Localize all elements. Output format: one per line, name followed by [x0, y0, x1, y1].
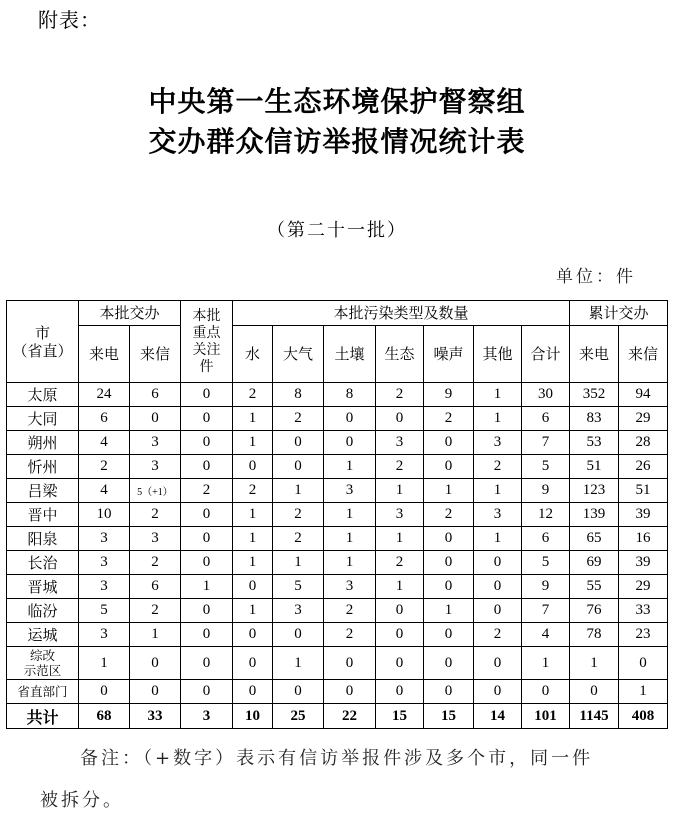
- cell-subtotal: 101: [522, 704, 570, 729]
- header-phone: 来电: [79, 326, 130, 383]
- cell-water: 1: [233, 599, 273, 623]
- header-key-focus-line2: 重点: [192, 324, 221, 341]
- header-cum-phone: 来电: [570, 326, 619, 383]
- cell-letter: 1: [130, 623, 181, 647]
- table-row: [7, 431, 668, 455]
- cell-key: 0: [181, 503, 233, 527]
- cell-key: 0: [181, 431, 233, 455]
- cell-soil: 22: [324, 704, 376, 729]
- cell-key: 0: [181, 599, 233, 623]
- cell-cum-phone: 0: [570, 680, 619, 704]
- header-key-focus-line4: 件: [199, 358, 214, 375]
- cell-key: 0: [181, 551, 233, 575]
- cell-subtotal: 7: [522, 599, 570, 623]
- cell-noise: 0: [424, 431, 474, 455]
- cell-water: 0: [233, 647, 273, 680]
- header-row-2: [7, 326, 668, 383]
- cell-ecology: 15: [376, 704, 424, 729]
- cell-letter: 3: [130, 527, 181, 551]
- cell-cum-phone: 55: [570, 575, 619, 599]
- cell-air: 25: [273, 704, 324, 729]
- header-water: 水: [233, 326, 273, 383]
- cell-other: 1: [474, 527, 522, 551]
- cell-air: 0: [273, 623, 324, 647]
- header-noise: 噪声: [424, 326, 474, 383]
- cell-air: 1: [273, 551, 324, 575]
- cell-key: 0: [181, 455, 233, 479]
- cell-noise: 15: [424, 704, 474, 729]
- cell-noise: 1: [424, 599, 474, 623]
- cell-water: 1: [233, 407, 273, 431]
- cell-ecology: 3: [376, 431, 424, 455]
- statistics-table: [6, 300, 668, 729]
- unit-label: 单位：件: [556, 267, 636, 287]
- cell-city: 吕梁: [7, 479, 79, 503]
- header-city: [7, 301, 79, 383]
- cell-city: 运城: [7, 623, 79, 647]
- cell-water: 1: [233, 527, 273, 551]
- cell-letter: 3: [130, 455, 181, 479]
- cell-subtotal: 0: [522, 680, 570, 704]
- cell-cum-letter: 39: [619, 551, 668, 575]
- header-soil: 土壤: [324, 326, 376, 383]
- cell-cum-letter: 51: [619, 479, 668, 503]
- cell-soil: 2: [324, 599, 376, 623]
- table-row: [7, 680, 668, 704]
- cell-air: 0: [273, 455, 324, 479]
- cell-key: 3: [181, 704, 233, 729]
- cell-noise: 0: [424, 455, 474, 479]
- cell-other: 2: [474, 623, 522, 647]
- cell-city-line: 示范区: [23, 663, 62, 678]
- cell-city: 大同: [7, 407, 79, 431]
- cell-subtotal: 6: [522, 407, 570, 431]
- cell-water: 1: [233, 551, 273, 575]
- table-row: [7, 455, 668, 479]
- header-pollution: 本批污染类型及数量: [233, 301, 570, 326]
- cell-city: 长治: [7, 551, 79, 575]
- title-line-2: 交办群众信访举报情况统计表: [148, 125, 526, 158]
- cell-cum-phone: 83: [570, 407, 619, 431]
- cell-cum-phone: 78: [570, 623, 619, 647]
- cell-subtotal: 30: [522, 383, 570, 407]
- cell-city: 晋中: [7, 503, 79, 527]
- cell-key: 0: [181, 647, 233, 680]
- cell-key: 2: [181, 479, 233, 503]
- cell-noise: 2: [424, 407, 474, 431]
- cell-other: 14: [474, 704, 522, 729]
- cell-phone: 5: [79, 599, 130, 623]
- cell-city: 省直部门: [7, 680, 79, 704]
- cell-other: 1: [474, 407, 522, 431]
- header-letter: 来信: [130, 326, 181, 383]
- batch-label: （第二十一批）: [267, 220, 407, 241]
- cell-phone: 4: [79, 479, 130, 503]
- cell-key: 0: [181, 407, 233, 431]
- table-row: [7, 383, 668, 407]
- cell-city: 忻州: [7, 455, 79, 479]
- cell-other: 0: [474, 551, 522, 575]
- cell-air: 5: [273, 575, 324, 599]
- cell-key: 0: [181, 623, 233, 647]
- cell-noise: 0: [424, 575, 474, 599]
- cell-phone: 68: [79, 704, 130, 729]
- header-cum-letter: 来信: [619, 326, 668, 383]
- cell-cum-letter: 33: [619, 599, 668, 623]
- table-row: [7, 503, 668, 527]
- cell-cum-phone: 1: [570, 647, 619, 680]
- cell-subtotal: 9: [522, 575, 570, 599]
- cell-cum-letter: 16: [619, 527, 668, 551]
- cell-water: 10: [233, 704, 273, 729]
- cell-water: 0: [233, 455, 273, 479]
- cell-soil: 1: [324, 503, 376, 527]
- cell-other: 1: [474, 479, 522, 503]
- cell-subtotal: 12: [522, 503, 570, 527]
- cell-cum-letter: 28: [619, 431, 668, 455]
- cell-subtotal: 6: [522, 527, 570, 551]
- cell-noise: 0: [424, 551, 474, 575]
- cell-ecology: 0: [376, 680, 424, 704]
- cell-other: 0: [474, 680, 522, 704]
- attachment-label: 附表：: [38, 8, 101, 32]
- cell-letter: 6: [130, 575, 181, 599]
- cell-letter: 2: [130, 599, 181, 623]
- cell-other: 0: [474, 575, 522, 599]
- cell-noise: 1: [424, 479, 474, 503]
- cell-ecology: 0: [376, 623, 424, 647]
- cell-cum-phone: 53: [570, 431, 619, 455]
- cell-cum-phone: 123: [570, 479, 619, 503]
- cell-key: 0: [181, 383, 233, 407]
- cell-ecology: 0: [376, 647, 424, 680]
- cell-cum-phone: 69: [570, 551, 619, 575]
- cell-ecology: 2: [376, 551, 424, 575]
- cell-phone: 0: [79, 680, 130, 704]
- cell-letter: 3: [130, 431, 181, 455]
- cell-cum-phone: 51: [570, 455, 619, 479]
- cell-other: 2: [474, 455, 522, 479]
- table-row: [7, 647, 668, 680]
- cell-cum-letter: 94: [619, 383, 668, 407]
- header-key-focus: [181, 301, 233, 383]
- table-row: [7, 623, 668, 647]
- cell-noise: 0: [424, 647, 474, 680]
- cell-air: 2: [273, 503, 324, 527]
- cell-soil: 0: [324, 407, 376, 431]
- note-line-2: 被拆分。: [40, 790, 124, 811]
- cell-letter: 5（+1）: [130, 479, 181, 503]
- cell-water: 0: [233, 575, 273, 599]
- table-row: [7, 575, 668, 599]
- cell-water: 2: [233, 479, 273, 503]
- cell-ecology: 3: [376, 503, 424, 527]
- cell-air: 1: [273, 479, 324, 503]
- table-row: [7, 551, 668, 575]
- cell-noise: 9: [424, 383, 474, 407]
- cell-letter: 2: [130, 503, 181, 527]
- cell-cum-letter: 29: [619, 575, 668, 599]
- cell-ecology: 0: [376, 599, 424, 623]
- cell-phone: 10: [79, 503, 130, 527]
- cell-noise: 0: [424, 623, 474, 647]
- cell-air: 0: [273, 431, 324, 455]
- cell-soil: 1: [324, 551, 376, 575]
- cell-soil: 8: [324, 383, 376, 407]
- cell-water: 0: [233, 680, 273, 704]
- cell-ecology: 1: [376, 527, 424, 551]
- header-ecology: 生态: [376, 326, 424, 383]
- cell-ecology: 2: [376, 383, 424, 407]
- cell-air: 2: [273, 407, 324, 431]
- cell-city: 晋城: [7, 575, 79, 599]
- cell-soil: 0: [324, 680, 376, 704]
- cell-letter: 2: [130, 551, 181, 575]
- cell-cum-phone: 352: [570, 383, 619, 407]
- cell-subtotal: 5: [522, 455, 570, 479]
- header-row-1: [7, 301, 668, 326]
- title-line-1: 中央第一生态环境保护督察组: [148, 85, 526, 118]
- header-key-focus-line1: 本批: [192, 307, 221, 324]
- header-city-line2: （省直）: [12, 341, 73, 360]
- cell-soil: 1: [324, 527, 376, 551]
- total-row: [7, 704, 668, 729]
- cell-other: 3: [474, 431, 522, 455]
- cell-ecology: 1: [376, 575, 424, 599]
- cell-city: 阳泉: [7, 527, 79, 551]
- cell-noise: 0: [424, 527, 474, 551]
- cell-city: 朔州: [7, 431, 79, 455]
- cell-cum-letter: 408: [619, 704, 668, 729]
- cell-other: 0: [474, 599, 522, 623]
- cell-key: 0: [181, 527, 233, 551]
- header-other: 其他: [474, 326, 522, 383]
- cell-cum-letter: 29: [619, 407, 668, 431]
- cell-other: 1: [474, 383, 522, 407]
- cell-cum-phone: 139: [570, 503, 619, 527]
- table-row: [7, 479, 668, 503]
- cell-letter: 0: [130, 680, 181, 704]
- header-key-focus-line3: 关注: [192, 341, 221, 358]
- cell-soil: 1: [324, 455, 376, 479]
- header-cumulative: 累计交办: [570, 301, 668, 326]
- cell-air: 2: [273, 527, 324, 551]
- cell-phone: 4: [79, 431, 130, 455]
- cell-subtotal: 7: [522, 431, 570, 455]
- cell-cum-letter: 26: [619, 455, 668, 479]
- cell-cum-letter: 23: [619, 623, 668, 647]
- cell-phone: 2: [79, 455, 130, 479]
- cell-soil: 3: [324, 575, 376, 599]
- cell-soil: 0: [324, 431, 376, 455]
- cell-subtotal: 5: [522, 551, 570, 575]
- cell-air: 1: [273, 647, 324, 680]
- cell-key: 1: [181, 575, 233, 599]
- header-city-line1: 市: [34, 323, 50, 342]
- cell-ecology: 2: [376, 455, 424, 479]
- cell-ecology: 0: [376, 407, 424, 431]
- cell-city: 太原: [7, 383, 79, 407]
- cell-other: 3: [474, 503, 522, 527]
- cell-phone: 3: [79, 575, 130, 599]
- cell-phone: 6: [79, 407, 130, 431]
- cell-letter: 0: [130, 647, 181, 680]
- cell-soil: 3: [324, 479, 376, 503]
- cell-air: 3: [273, 599, 324, 623]
- cell-subtotal: 1: [522, 647, 570, 680]
- cell-noise: 2: [424, 503, 474, 527]
- header-this-batch: 本批交办: [79, 301, 181, 326]
- header-air: 大气: [273, 326, 324, 383]
- note-line-1: 备注：（+数字）表示有信访举报件涉及多个市，同一件: [80, 748, 594, 769]
- cell-water: 1: [233, 503, 273, 527]
- cell-city-line: 综改: [29, 648, 55, 663]
- cell-key: 0: [181, 680, 233, 704]
- table-row: [7, 527, 668, 551]
- cell-cum-phone: 76: [570, 599, 619, 623]
- cell-city: [7, 647, 79, 680]
- cell-cum-letter: 0: [619, 647, 668, 680]
- cell-phone: 3: [79, 527, 130, 551]
- cell-water: 0: [233, 623, 273, 647]
- cell-letter: 0: [130, 407, 181, 431]
- cell-phone: 3: [79, 551, 130, 575]
- cell-soil: 2: [324, 623, 376, 647]
- cell-noise: 0: [424, 680, 474, 704]
- cell-letter: 6: [130, 383, 181, 407]
- cell-air: 0: [273, 680, 324, 704]
- cell-subtotal: 9: [522, 479, 570, 503]
- cell-phone: 3: [79, 623, 130, 647]
- cell-water: 1: [233, 431, 273, 455]
- cell-ecology: 1: [376, 479, 424, 503]
- cell-soil: 0: [324, 647, 376, 680]
- cell-phone: 1: [79, 647, 130, 680]
- cell-phone: 24: [79, 383, 130, 407]
- cell-cum-phone: 65: [570, 527, 619, 551]
- table-row: [7, 599, 668, 623]
- cell-city: 临汾: [7, 599, 79, 623]
- table-body: [7, 383, 668, 704]
- cell-subtotal: 4: [522, 623, 570, 647]
- cell-letter: 33: [130, 704, 181, 729]
- cell-cum-letter: 1: [619, 680, 668, 704]
- total-label: 共计: [7, 704, 79, 729]
- cell-other: 0: [474, 647, 522, 680]
- header-subtotal: 合计: [522, 326, 570, 383]
- cell-water: 2: [233, 383, 273, 407]
- table-row: [7, 407, 668, 431]
- cell-air: 8: [273, 383, 324, 407]
- cell-cum-letter: 39: [619, 503, 668, 527]
- cell-cum-phone: 1145: [570, 704, 619, 729]
